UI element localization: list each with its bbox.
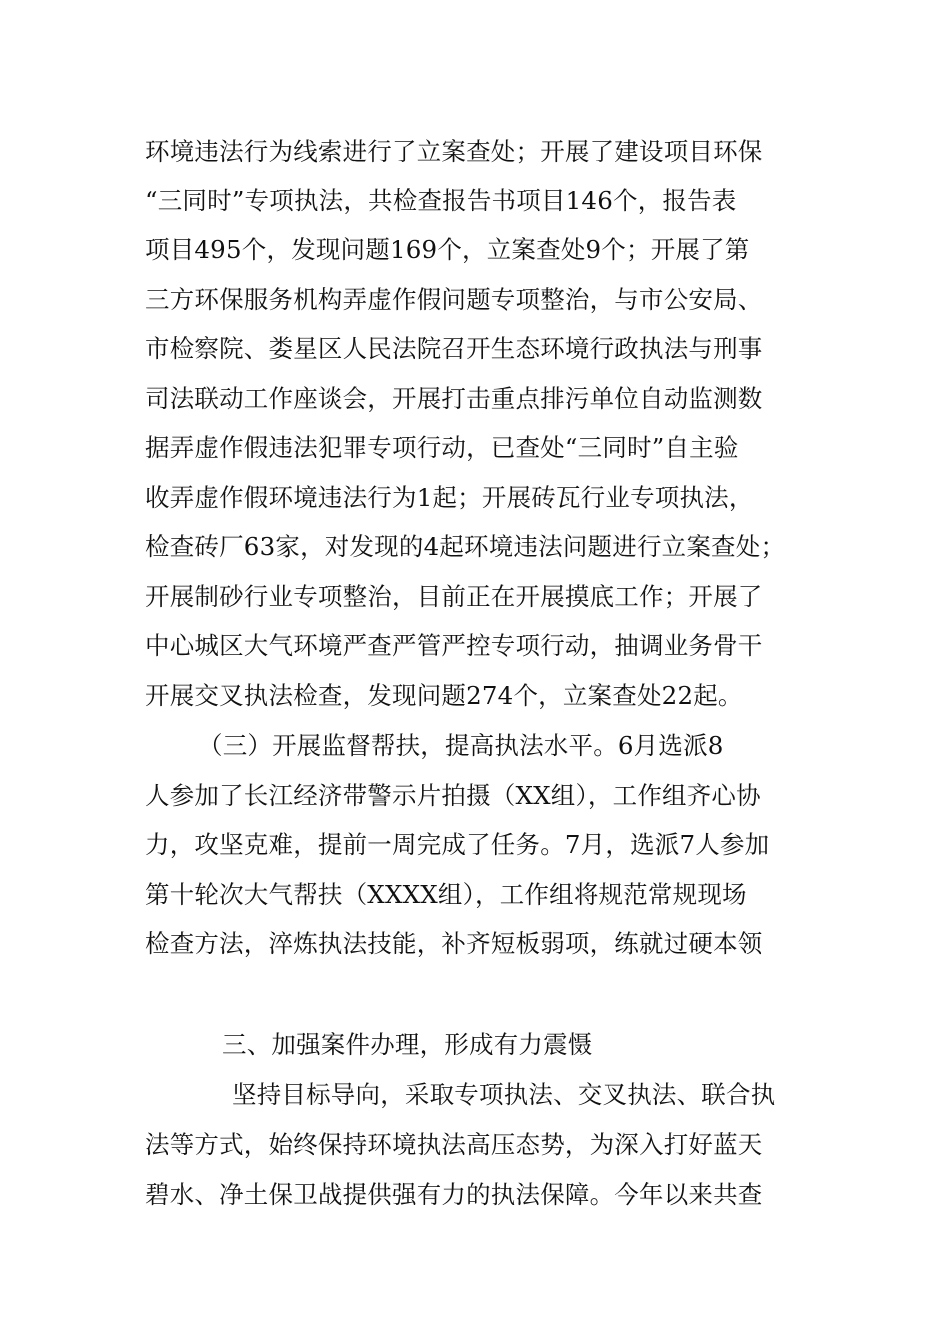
- paragraph-line: 市检察院、娄星区人民法院召开生态环境行政执法与刑事: [145, 334, 763, 363]
- paragraph-line: 环境违法行为线索进行了立案查处；开展了建设项目环保: [145, 137, 763, 166]
- paragraph-line: 检查方法，淬炼执法技能，补齐短板弱项，练就过硬本领: [145, 929, 763, 958]
- paragraph-line: 人参加了长江经济带警示片拍摄（XX组），工作组齐心协: [145, 781, 761, 810]
- paragraph-line: 收弄虚作假环境违法行为1起；开展砖瓦行业专项执法，: [145, 483, 754, 512]
- paragraph-line: 项目495个，发现问题169个，立案查处9个；开展了第: [145, 235, 750, 264]
- paragraph-line: 法等方式，始终保持环境执法高压态势，为深入打好蓝天: [145, 1130, 763, 1159]
- paragraph-line: 第十轮次大气帮扶（XXXX组），工作组将规范常规现场: [145, 880, 747, 909]
- paragraph-line: 开展制砂行业专项整治，目前正在开展摸底工作；开展了: [145, 582, 763, 611]
- paragraph-line: 检查砖厂63家，对发现的4起环境违法问题进行立案查处；: [145, 532, 786, 561]
- paragraph-line: 开展交叉执法检查，发现问题274个，立案查处22起。: [145, 681, 743, 710]
- paragraph-line: 据弄虚作假违法犯罪专项行动，已查处“三同时”自主验: [145, 433, 739, 462]
- paragraph-line: 力，攻坚克难，提前一周完成了任务。7月，选派7人参加: [145, 830, 770, 859]
- section-heading: 三、加强案件办理，形成有力震慑: [222, 1030, 593, 1059]
- section-subheading-line: （三）开展监督帮扶，提高执法水平。6月选派8: [198, 731, 724, 760]
- paragraph-line: 司法联动工作座谈会，开展打击重点排污单位自动监测数: [145, 384, 763, 413]
- paragraph-line: 中心城区大气环境严查严管严控专项行动，抽调业务骨干: [145, 631, 763, 660]
- paragraph-line: 三方环保服务机构弄虚作假问题专项整治，与市公安局、: [145, 285, 763, 314]
- paragraph-line: 坚持目标导向，采取专项执法、交叉执法、联合执: [232, 1080, 776, 1109]
- paragraph-line: “三同时”专项执法，共检查报告书项目146个，报告表: [145, 186, 737, 215]
- paragraph-line: 碧水、净土保卫战提供强有力的执法保障。今年以来共查: [145, 1180, 763, 1209]
